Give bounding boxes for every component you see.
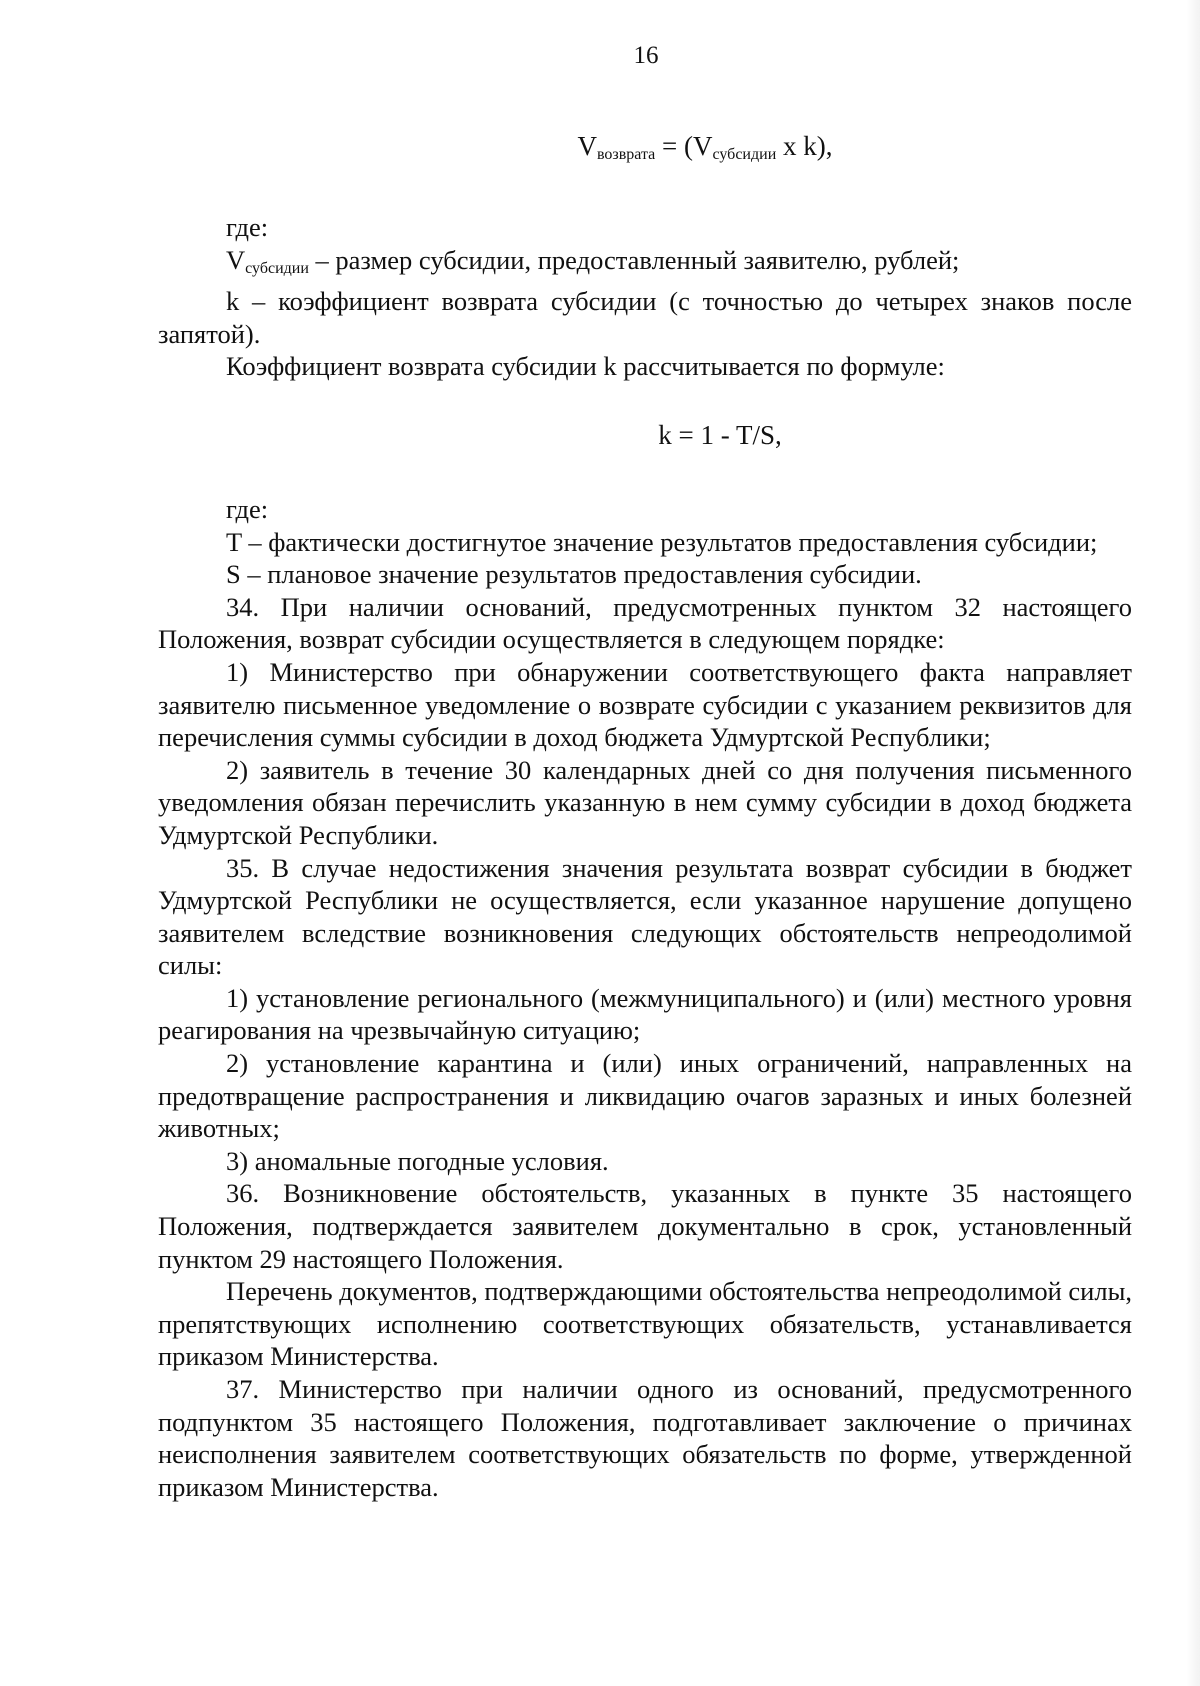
page-edge-shadow [1186, 0, 1200, 1686]
def-v-subscript: субсидии [245, 259, 309, 277]
paragraph-35-item-1: 1) установление регионального (межмуниципального) и (или) местного уровня реагирования на чрезвычайную ситуацию; [158, 982, 1132, 1046]
where-label-1: где: [226, 212, 269, 242]
paragraph-35-item-2: 2) установление карантина и (или) иных ограничений, направленных на предотвращение распространения и ликвидацию очагов заразных и иных болезней животных; [158, 1048, 1132, 1144]
paragraph-35-item-3: 3) аномальные погодные условия. [226, 1145, 609, 1176]
return-volume-formula [158, 128, 1132, 173]
formula-rhs-subscript: субсидии [712, 146, 777, 163]
paragraph-34: 34. При наличии оснований, предусмотренных пунктом 32 настоящего Положения, возврат субсидии осуществляется в следующем порядке: [158, 591, 1132, 655]
k-coefficient-formula: k = 1 - T/S, [658, 419, 782, 450]
def-v-text: – размер субсидии, предоставленный заявителю, рублей; [308, 244, 960, 275]
where-label-2: где: [226, 493, 269, 524]
paragraph-36-documents-list: Перечень документов, подтверждающими обстоятельства непреодолимой силы, препятствующих исполнению соответствующих обязательств, устанавливается приказом Министерства. [158, 1276, 1132, 1372]
formula-equals-open: = ( [655, 131, 693, 161]
paragraph-34-item-2: 2) заявитель в течение 30 календарных дней со дня получения письменного уведомления обязан перечислить указанную в нем сумму субсидии в доход бюджета Удмуртской Республики. [158, 754, 1132, 850]
formula-lhs-subscript: возврата [596, 146, 656, 163]
paragraph-34-item-1: 1) Министерство при обнаружении соответствующего факта направляет заявителю письменное уведомление о возврате субсидии с указанием реквизитов для перечисления суммы субсидии в доход бюджета Удмуртской Республики; [158, 656, 1132, 753]
page-number: 16 [633, 42, 659, 69]
definition-k: k – коэффициент возврата субсидии (с точностью до четырех знаков после запятой). [158, 286, 1132, 349]
formula-rhs-base: V [693, 131, 713, 161]
paragraph-35: 35. В случае недостижения значения результата возврат субсидии в бюджет Удмуртской Республики не осуществляется, если указанное нарушение допущено заявителем вследствие возникновения следующих обстоятельств непреодолимой силы: [158, 852, 1132, 981]
definition-s: S – плановое значение результатов предоставления субсидии. [226, 559, 922, 590]
paragraph-36: 36. Возникновение обстоятельств, указанных в пункте 35 настоящего Положения, подтверждается заявителем документально в срок, установленный пунктом 29 настоящего Положения. [158, 1178, 1132, 1274]
k-formula-intro: Коэффициент возврата субсидии k рассчитывается по формуле: [226, 351, 945, 382]
paragraph-37: 37. Министерство при наличии одного из оснований, предусмотренного подпунктом 35 настоящего Положения, подготавливает заключение о причинах неисполнения заявителем соответствующих обязательств по форме, утвержденной приказом Министерства. [158, 1374, 1132, 1502]
formula-rhs-tail: x k), [776, 131, 833, 161]
document-body [158, 128, 1132, 1503]
definition-t: T – фактически достигнутое значение результатов предоставления субсидии; [226, 526, 1098, 557]
definition-v-subsidy [158, 244, 1132, 286]
def-v-base: V [226, 244, 246, 275]
formula-lhs-base: V [577, 131, 597, 161]
